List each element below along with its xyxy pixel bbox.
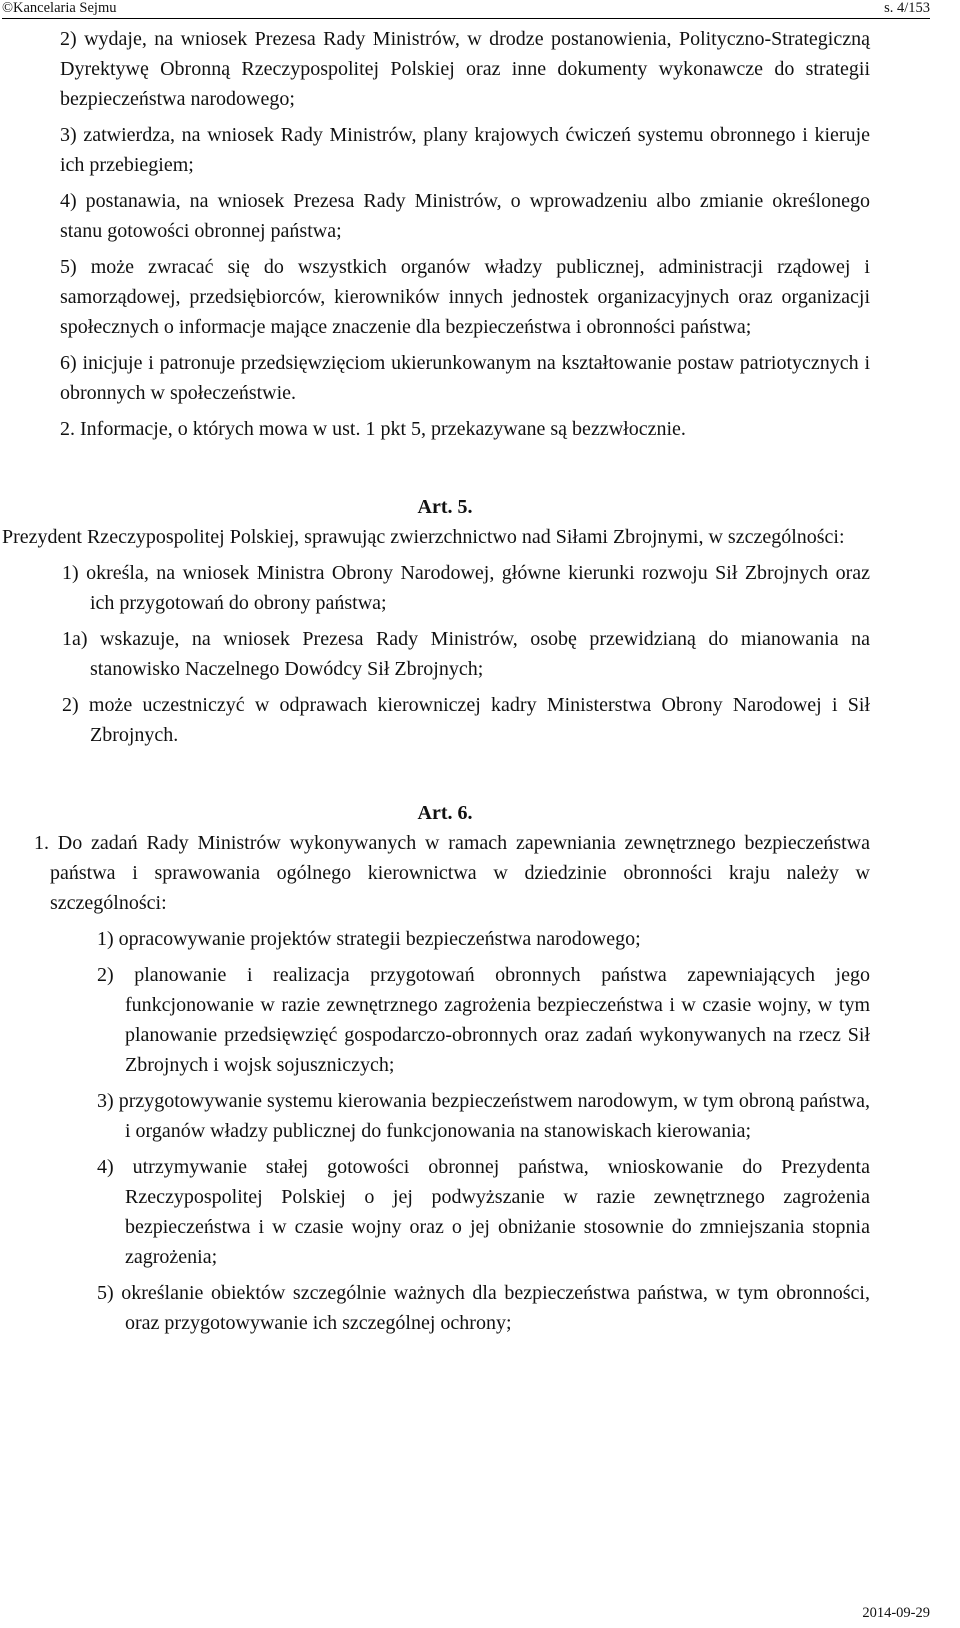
list-item: 3) zatwierdza, na wniosek Rady Ministrów, plany krajowych ćwiczeń systemu obronnego i kieruje ich przebiegiem; — [60, 124, 870, 176]
list-item: 2) planowanie i realizacja przygotowań obronnych państwa zapewniających jego funkcjonowanie w razie zewnętrznego zagrożenia bezpieczeństwa i w czasie wojny, w tym planowanie przedsięwzięć gospodarczo-obronnych oraz zadań wykonywanych na rzecz Sił Zbrojnych i wojsk sojuszniczych; — [97, 964, 870, 1076]
list-item: 5) może zwracać się do wszystkich organów władzy publicznej, administracji rządowej i samorządowej, przedsiębiorców, kierowników innych jednostek organizacyjnych oraz organizacji społecznych o informacje mające znaczenie dla bezpieczeństwa i obronności państwa; — [60, 256, 870, 338]
document-page — [0, 24, 960, 1344]
paragraph-2: 2. Informacje, o których mowa w ust. 1 pkt 5, przekazywane są bezzwłocznie. — [60, 418, 686, 440]
list-item: 2) może uczestniczyć w odprawach kierowniczej kadry Ministerstwa Obrony Narodowej i Sił Zbrojnych. — [62, 694, 870, 746]
list-item: 2) wydaje, na wniosek Prezesa Rady Ministrów, w drodze postanowienia, Polityczno-Strategiczną Dyrektywę Obronną Rzeczypospolitej Polskiej oraz inne dokumenty wykonawcze do strategii bezpieczeństwa narodowego; — [60, 28, 870, 110]
article-6-heading: Art. 6. — [417, 802, 473, 824]
list-item: 1) opracowywanie projektów strategii bezpieczeństwa narodowego; — [97, 928, 641, 950]
list-item: 1a) wskazuje, na wniosek Prezesa Rady Ministrów, osobę przewidzianą do mianowania na stanowisko Naczelnego Dowódcy Sił Zbrojnych; — [62, 628, 870, 680]
article-6-intro: 1. Do zadań Rady Ministrów wykonywanych w ramach zapewniania zewnętrznego bezpieczeństwa państwa i sprawowania ogólnego kierownictwa w dziedzinie obronności kraju należy w szczególności: — [34, 832, 870, 914]
header-source: ©Kancelaria Sejmu — [2, 0, 117, 16]
list-item: 5) określanie obiektów szczególnie ważnych dla bezpieczeństwa państwa, w tym obronności, oraz przygotowywanie ich szczególnej ochrony; — [97, 1282, 870, 1334]
list-item: 6) inicjuje i patronuje przedsięwzięciom ukierunkowanym na kształtowanie postaw patriotycznych i obronnych w społeczeństwie. — [60, 352, 870, 404]
footer-date: 2014-09-29 — [862, 1605, 930, 1621]
article-5-heading: Art. 5. — [417, 496, 473, 518]
header-divider — [2, 18, 930, 19]
list-item: 4) utrzymywanie stałej gotowości obronnej państwa, wnioskowanie do Prezydenta Rzeczypospolitej Polskiej o jej podwyższanie w razie zewnętrznego zagrożenia bezpieczeństwa i w czasie wojny oraz o jej obniżanie stosownie do zmniejszania stopnia zagrożenia; — [97, 1156, 870, 1268]
header-page-number: s. 4/153 — [884, 0, 930, 16]
article-5-intro: Prezydent Rzeczypospolitej Polskiej, sprawując zwierzchnictwo nad Siłami Zbrojnymi, w szczególności: — [2, 526, 845, 548]
list-item: 1) określa, na wniosek Ministra Obrony Narodowej, główne kierunki rozwoju Sił Zbrojnych oraz ich przygotowań do obrony państwa; — [62, 562, 870, 614]
list-item: 4) postanawia, na wniosek Prezesa Rady Ministrów, o wprowadzeniu albo zmianie określonego stanu gotowości obronnej państwa; — [60, 190, 870, 242]
list-item: 3) przygotowywanie systemu kierowania bezpieczeństwem narodowym, w tym obroną państwa, i organów władzy publicznej do funkcjonowania na stanowiskach kierowania; — [97, 1090, 870, 1142]
